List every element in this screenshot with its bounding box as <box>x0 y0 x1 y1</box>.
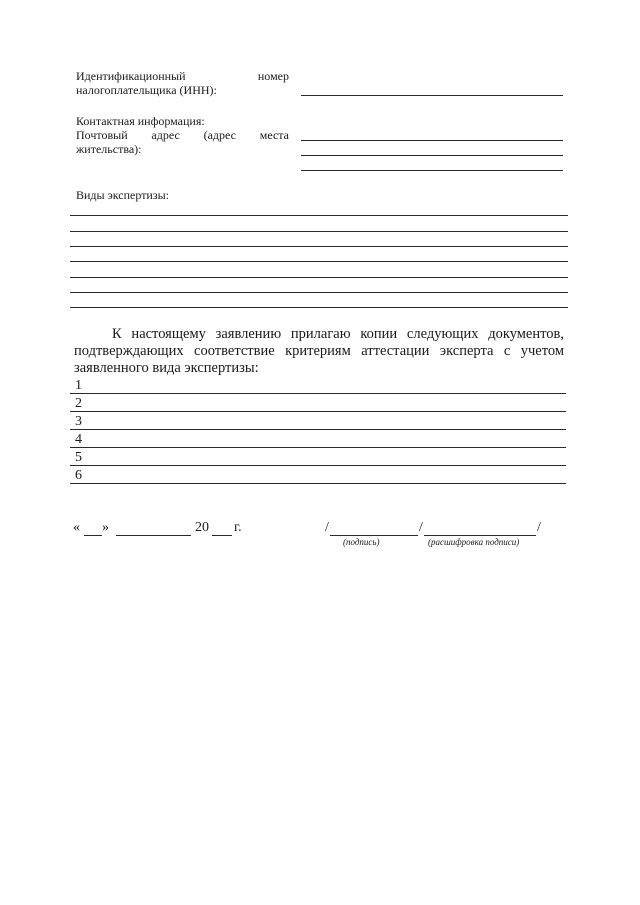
attachment-line-3[interactable] <box>70 429 566 430</box>
date-open-quote: « <box>73 520 80 535</box>
expertise-input-line-6[interactable] <box>70 292 568 293</box>
expertise-input-line-7[interactable] <box>70 307 568 308</box>
expertise-input-line-5[interactable] <box>70 277 568 278</box>
expertise-input-line-2[interactable] <box>70 231 568 232</box>
address-label-line1: Почтовый адрес (адрес места <box>76 128 289 142</box>
attachment-line-2[interactable] <box>70 411 566 412</box>
attachment-line-1[interactable] <box>70 393 566 394</box>
date-year-line[interactable] <box>212 535 232 536</box>
attachments-para-line2: подтверждающих соответствие критериям аттестации эксперта с учетом <box>74 343 564 359</box>
signature-slash-3: / <box>537 520 541 535</box>
attachments-para-line3: заявленного вида экспертизы: <box>74 360 259 376</box>
address-input-line-3[interactable] <box>301 170 563 171</box>
attachments-para-line1: К настоящему заявлению прилагаю копии следующих документов, <box>112 326 564 342</box>
inn-label-word2: номер <box>257 69 289 83</box>
address-input-line-2[interactable] <box>301 155 563 156</box>
inn-label <box>76 69 289 97</box>
signature-caption: (подпись) <box>343 537 380 547</box>
date-year-suffix: г. <box>234 520 242 535</box>
signature-slash-2: / <box>419 520 423 535</box>
signature-decode-caption: (расшифровка подписи) <box>428 537 520 547</box>
expertise-label: Виды экспертизы: <box>76 188 169 202</box>
attachments-paragraph <box>74 326 564 377</box>
attachment-number-4: 4 <box>75 432 82 447</box>
expertise-input-line-1[interactable] <box>70 215 568 216</box>
attachment-number-3: 3 <box>75 414 82 429</box>
attachment-line-4[interactable] <box>70 447 566 448</box>
attachment-line-5[interactable] <box>70 465 566 466</box>
attachment-number-5: 5 <box>75 450 82 465</box>
address-label-line2: жительства): <box>76 142 142 156</box>
inn-input-line[interactable] <box>301 95 563 96</box>
attachment-line-6[interactable] <box>70 483 566 484</box>
address-input-line-1[interactable] <box>301 140 563 141</box>
attachment-number-6: 6 <box>75 468 82 483</box>
inn-label-line2: налогоплательщика (ИНН): <box>76 83 217 97</box>
contact-block <box>76 114 289 156</box>
date-month-line[interactable] <box>116 535 191 536</box>
date-close-quote: » <box>102 520 109 535</box>
contact-heading: Контактная информация: <box>76 114 205 128</box>
signature-decode-line[interactable] <box>424 535 536 536</box>
expertise-input-line-4[interactable] <box>70 261 568 262</box>
signature-slash-1: / <box>325 520 329 535</box>
date-year-prefix: 20 <box>195 520 209 535</box>
attachment-number-1: 1 <box>75 378 82 393</box>
date-day-line[interactable] <box>84 535 102 536</box>
inn-label-word1: Идентификационный <box>76 69 186 83</box>
expertise-input-line-3[interactable] <box>70 246 568 247</box>
attachment-number-2: 2 <box>75 396 82 411</box>
signature-line[interactable] <box>330 535 418 536</box>
